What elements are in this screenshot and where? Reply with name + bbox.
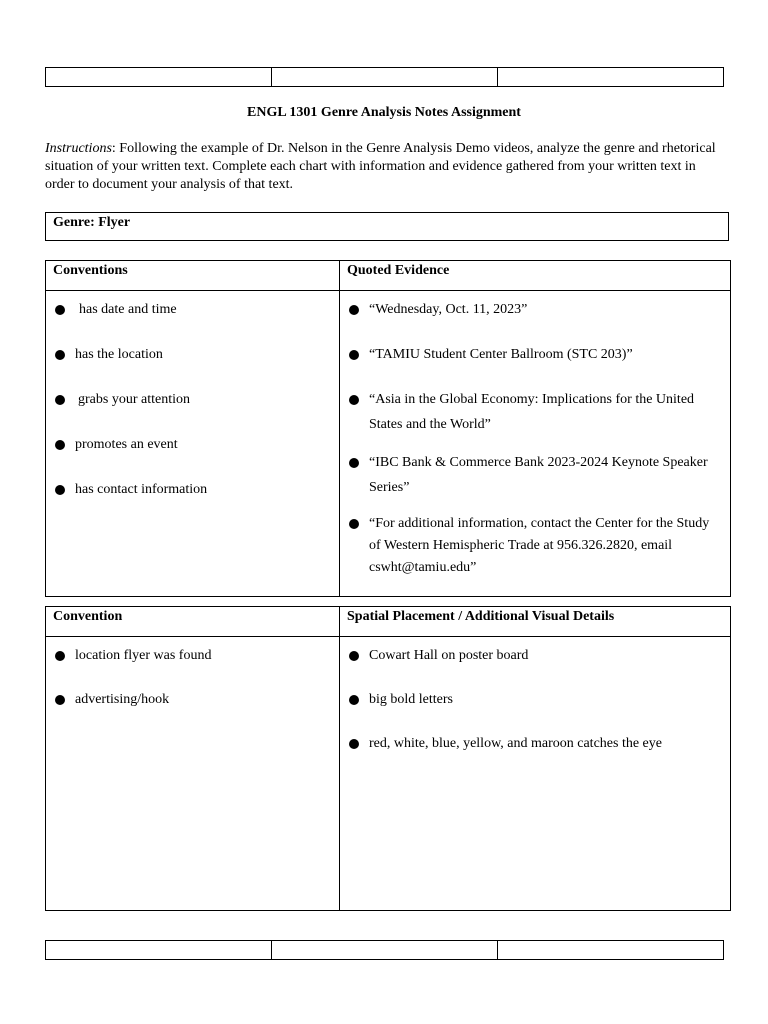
- list-item: [347, 342, 723, 367]
- convention-header: Convention: [46, 607, 340, 637]
- footer-cell: [272, 941, 498, 960]
- bullet-icon: [349, 695, 359, 705]
- list-item: [347, 513, 723, 579]
- list-item: [347, 297, 723, 322]
- bullet-icon: [349, 458, 359, 468]
- convention-text: grabs your attention: [78, 392, 190, 407]
- list-item: [53, 297, 332, 322]
- convention-text: has the location: [75, 347, 163, 362]
- visual-detail-text: Cowart Hall on poster board: [369, 648, 529, 663]
- list-item: [53, 432, 332, 457]
- evidence-text: “IBC Bank & Commerce Bank 2023-2024 Keynote Speaker Series”: [369, 455, 708, 495]
- convention-cell: [46, 637, 340, 911]
- quoted-evidence-header: Quoted Evidence: [340, 261, 731, 291]
- bullet-icon: [349, 305, 359, 315]
- list-item: [53, 477, 332, 502]
- convention-text: advertising/hook: [75, 692, 170, 707]
- list-item: [53, 387, 332, 412]
- genre-box: Genre: Flyer: [45, 212, 729, 241]
- header-cell: [498, 68, 724, 87]
- footer-cell: [46, 941, 272, 960]
- bullet-icon: [349, 395, 359, 405]
- bullet-icon: [55, 350, 65, 360]
- conventions-cell: [46, 291, 340, 597]
- visual-detail-text: big bold letters: [369, 692, 453, 707]
- spatial-placement-header: Spatial Placement / Additional Visual Details: [340, 607, 731, 637]
- list-item: [53, 687, 332, 712]
- instructions-lead: Instructions: [45, 141, 112, 156]
- header-cell: [46, 68, 272, 87]
- instructions-body: : Following the example of Dr. Nelson in the Genre Analysis Demo videos, analyze the genre and rhetorical situation of your written text. Complete each chart with information and evidence gathered from your written text in order to document your analysis of that text.: [45, 141, 716, 192]
- list-item: [347, 731, 723, 756]
- conventions-evidence-table: [45, 260, 731, 597]
- conventions-header: Conventions: [46, 261, 340, 291]
- bullet-icon: [349, 651, 359, 661]
- evidence-text: “Wednesday, Oct. 11, 2023”: [369, 302, 528, 317]
- header-table: [45, 67, 724, 87]
- visual-details-table: [45, 606, 731, 911]
- evidence-text: “Asia in the Global Economy: Implications for the United States and the World”: [369, 392, 695, 432]
- document-title: ENGL 1301 Genre Analysis Notes Assignment: [247, 105, 521, 120]
- evidence-text: “For additional information, contact the Center for the Study of Western Hemispheric Trade at 956.326.2820, email cswht@tamiu.edu”: [369, 516, 710, 575]
- instructions-paragraph: [45, 140, 725, 194]
- visual-details-cell: [340, 637, 731, 911]
- bullet-icon: [55, 395, 65, 405]
- bullet-icon: [55, 305, 65, 315]
- bullet-icon: [349, 739, 359, 749]
- bullet-icon: [55, 695, 65, 705]
- visual-detail-text: red, white, blue, yellow, and maroon catches the eye: [369, 736, 662, 751]
- list-item: [347, 387, 723, 437]
- list-item: [53, 342, 332, 367]
- convention-text: has date and time: [79, 302, 177, 317]
- list-item: [347, 687, 723, 712]
- footer-table: [45, 940, 724, 960]
- bullet-icon: [55, 440, 65, 450]
- list-item: [347, 450, 723, 500]
- bullet-icon: [55, 485, 65, 495]
- bullet-icon: [349, 350, 359, 360]
- evidence-cell: [340, 291, 731, 597]
- list-item: [347, 643, 723, 668]
- footer-cell: [498, 941, 724, 960]
- bullet-icon: [55, 651, 65, 661]
- convention-text: promotes an event: [75, 437, 178, 452]
- header-cell: [272, 68, 498, 87]
- evidence-text: “TAMIU Student Center Ballroom (STC 203)”: [369, 347, 633, 362]
- convention-text: location flyer was found: [75, 648, 212, 663]
- convention-text: has contact information: [75, 482, 208, 497]
- list-item: [53, 643, 332, 668]
- bullet-icon: [349, 519, 359, 529]
